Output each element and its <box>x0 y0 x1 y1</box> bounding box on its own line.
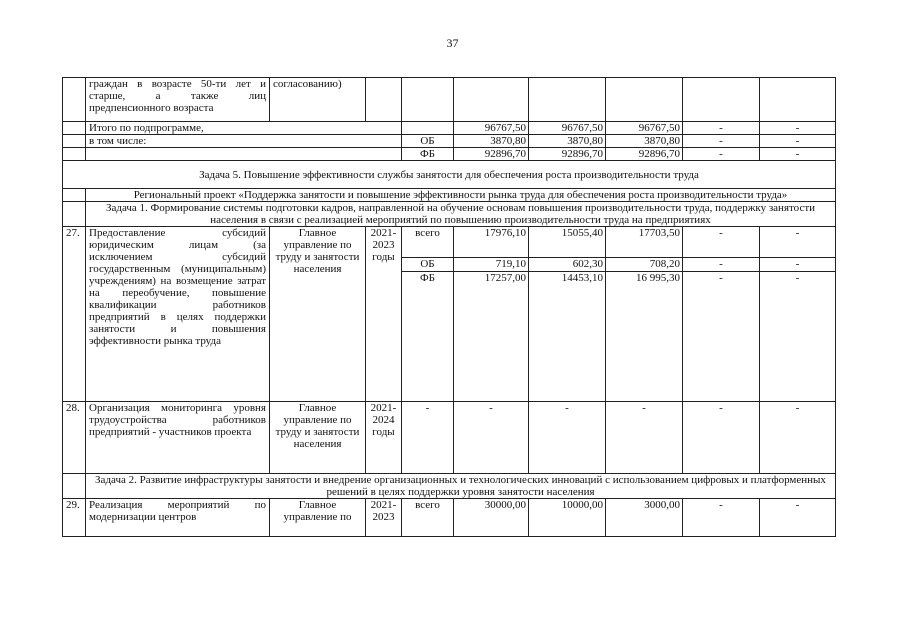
row-text: граждан в возрасте 50-ти лет и старше, а также лиц предпенсионного возраста <box>86 78 270 122</box>
including-label: в том числе: <box>86 135 402 148</box>
table-row: в том числе: ОБ 3870,80 3870,80 3870,80 - - <box>63 135 836 148</box>
task5-heading: Задача 5. Повышение эффективности службы занятости для обеспечения роста производительности труда <box>63 161 836 189</box>
period-cell: 2021-2024 годы <box>366 402 402 474</box>
table-row <box>63 474 836 499</box>
executor-cell: Главное управление по труду и занятости населения <box>270 402 366 474</box>
period-cell: 2021-2023 годы <box>366 227 402 402</box>
table-row: ФБ 17257,00 14453,10 16 995,30 - - <box>63 272 836 402</box>
row-text: Организация мониторинга уровня трудоустройства работников предприятий - участников проекта <box>86 402 270 474</box>
executor-cell: согласованию) <box>270 78 366 122</box>
table-row: 27. Предоставление субсидий юридическим лицам (за исключением субсидий государственным (муниципальным) учреждениям) на возмещение затрат на переобучение, повышение квалификации работников предприятий в целях поддержки занятости и повышения эффективности рынка труда Главное управление по труду и занятости населения 2021-2023 годы всего 17976,10 15055,40 17703,50 - - <box>63 227 836 258</box>
table-row: 29. Реализация мероприятий по модернизации центров Главное управление по 2021-2023 всего 30000,00 10000,00 3000,00 - - <box>63 499 836 537</box>
row-number: 29. <box>63 499 86 537</box>
table-row: ФБ 92896,70 92896,70 92896,70 - - <box>63 148 836 161</box>
table-row: Итого по подпрограмме, 96767,50 96767,50 96767,50 - - <box>63 122 836 135</box>
table-row: ОБ 719,10 602,30 708,20 - - <box>63 258 836 272</box>
total-label: Итого по подпрограмме, <box>86 122 402 135</box>
table-row <box>63 202 836 227</box>
program-table <box>62 77 836 537</box>
task2-heading: Задача 2. Развитие инфраструктуры занятости и внедрение организационных и технологических инноваций с использованием цифровых и платформенных решений в целях поддержки уровня занятости населения <box>86 474 836 499</box>
row-number: 27. <box>63 227 86 402</box>
table-row <box>63 189 836 202</box>
regional-project-heading: Региональный проект «Поддержка занятости и повышение эффективности рынка труда для обеспечения роста производительности труда» <box>86 189 836 202</box>
row-number: 28. <box>63 402 86 474</box>
executor-cell: Главное управление по труду и занятости населения <box>270 227 366 402</box>
row-text: Реализация мероприятий по модернизации центров <box>86 499 270 537</box>
row-text: Предоставление субсидий юридическим лицам (за исключением субсидий государственным (муниципальным) учреждениям) на возмещение затрат на переобучение, повышение квалификации работников предприятий в целях поддержки занятости и повышения эффективности рынка труда <box>86 227 270 402</box>
table-row <box>63 78 836 122</box>
executor-cell: Главное управление по <box>270 499 366 537</box>
table-row <box>63 161 836 189</box>
period-cell: 2021-2023 <box>366 499 402 537</box>
table-row: 28. Организация мониторинга уровня трудоустройства работников предприятий - участников проекта Главное управление по труду и занятости населения 2021-2024 годы - - - - - - <box>63 402 836 474</box>
page-number: 37 <box>446 36 459 50</box>
task1-heading: Задача 1. Формирование системы подготовки кадров, направленной на обучение основам повышения производительности труда, поддержку занятости населения в связи с реализацией мероприятий по повышению производительности труда на предприятиях <box>86 202 836 227</box>
